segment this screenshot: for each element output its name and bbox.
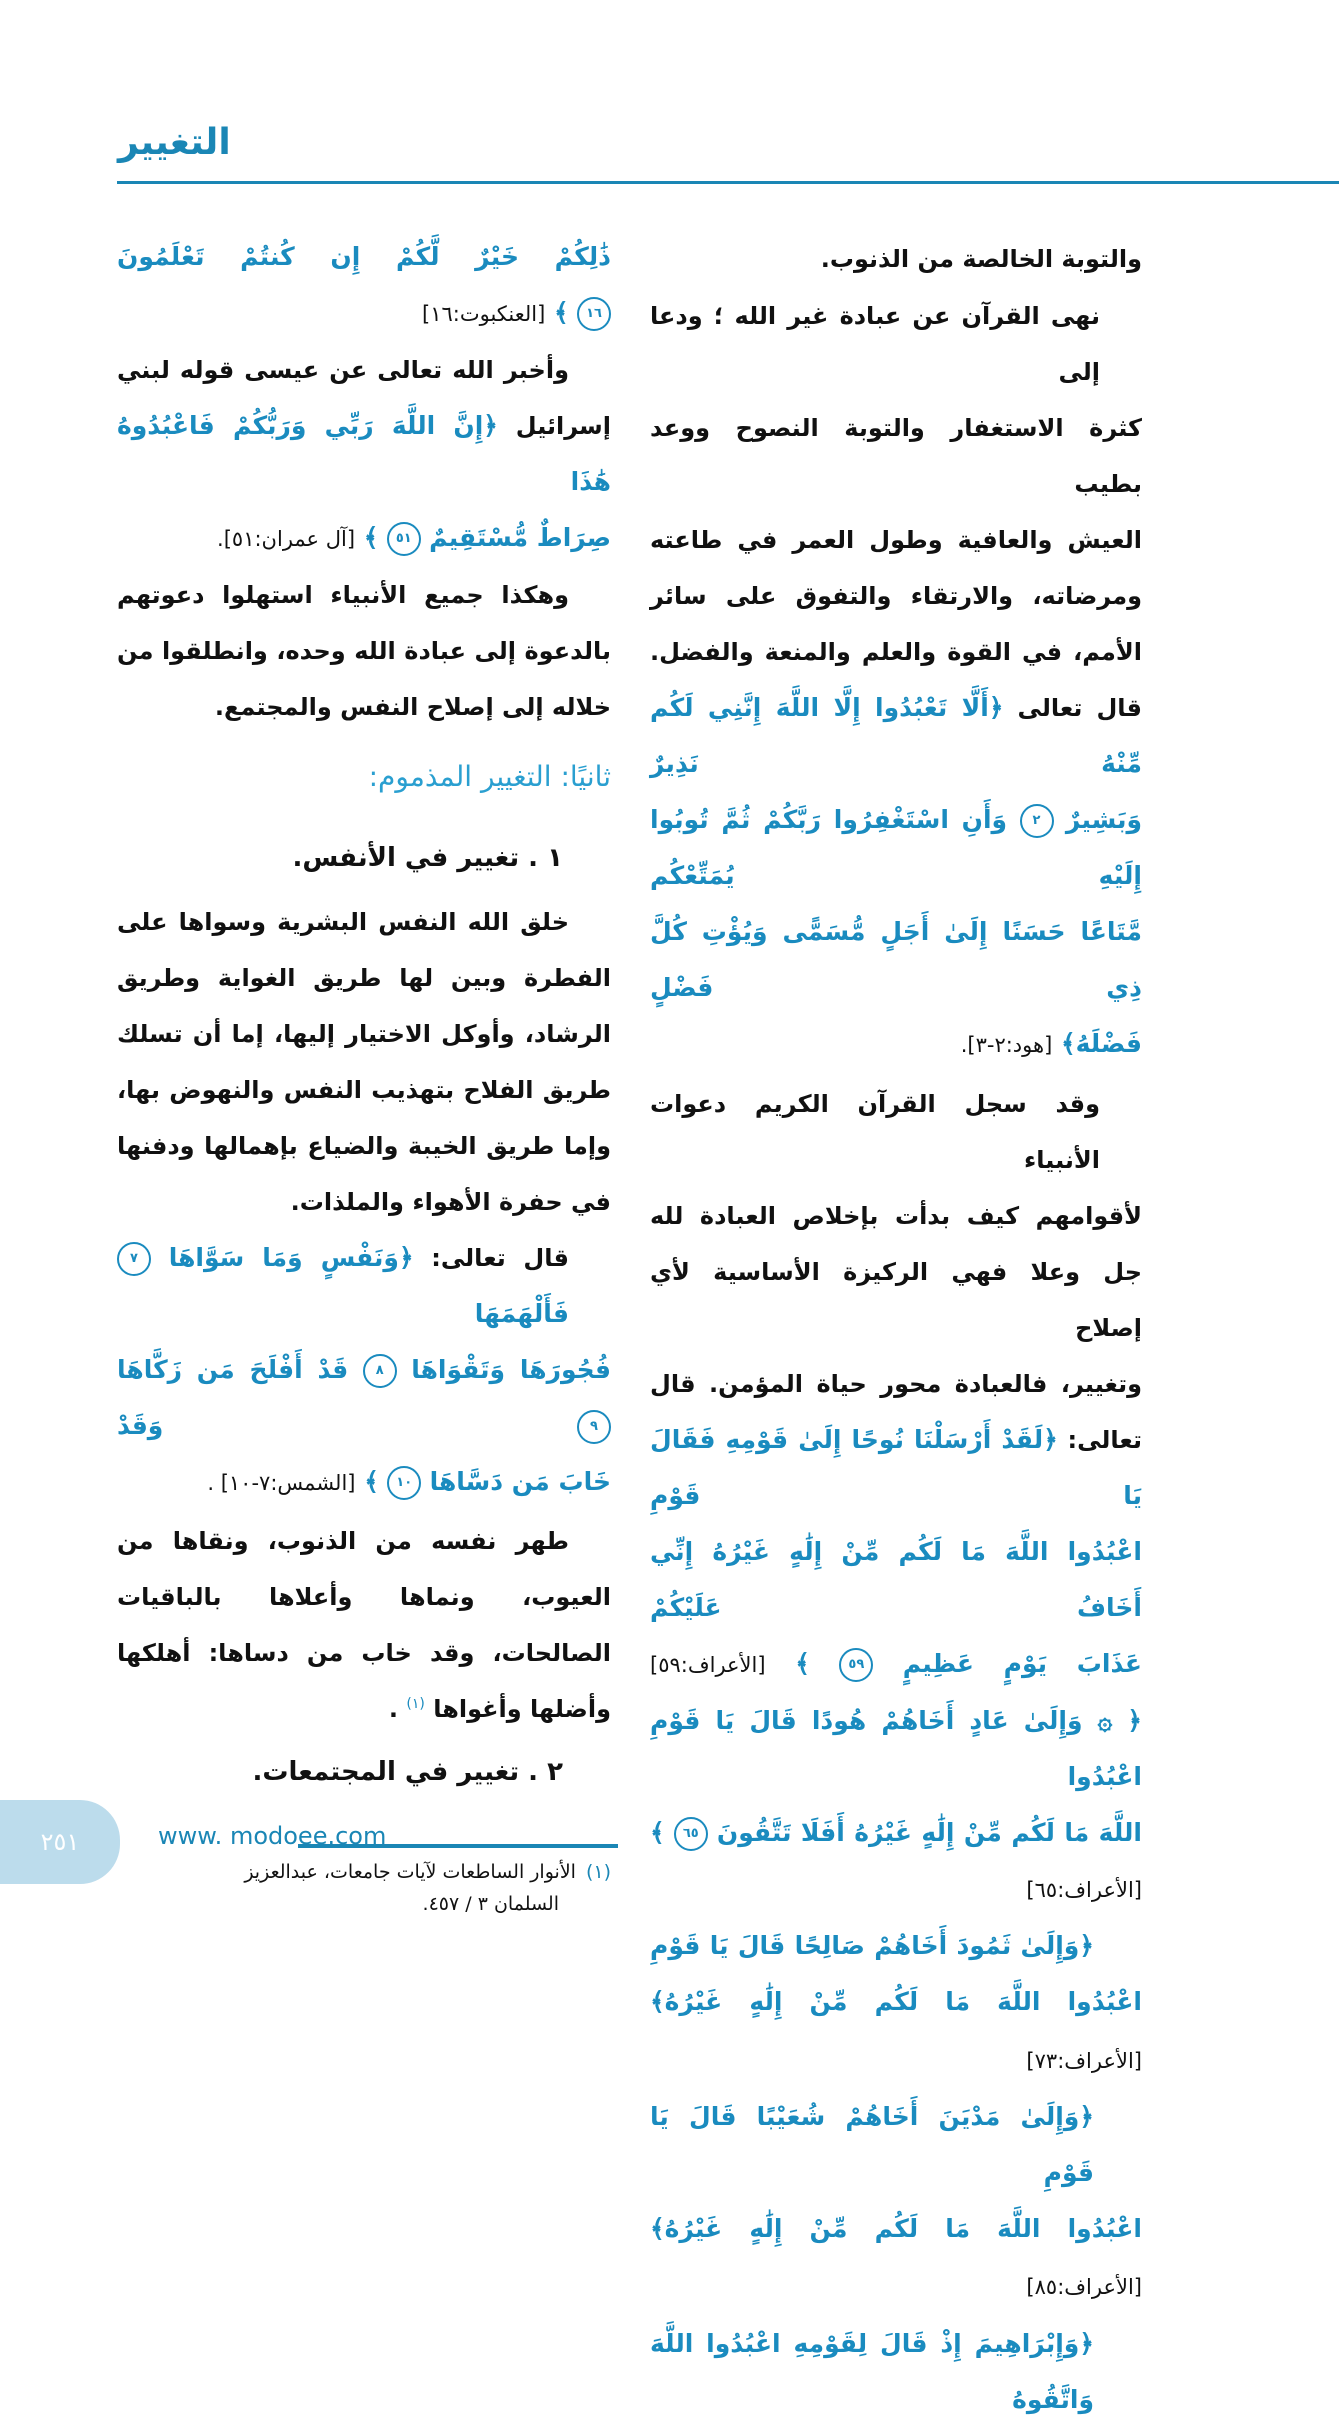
footnote-line-2: السلمان ٣ / ٤٥٧. xyxy=(422,1893,559,1915)
right-column-line xyxy=(650,400,1142,512)
left-column-line xyxy=(117,1006,611,1062)
quran-verse-text: اعْبُدُوا اللَّهَ مَا لَكُم مِّنْ إِلَٰهٍ غَيْرُهُ إِنِّي أَخَافُ عَلَيْكُمْ xyxy=(650,1537,1142,1622)
quran-verse-text: ﴾ xyxy=(355,523,379,552)
quran-verse-text: وَقَدْ xyxy=(117,1411,164,1440)
verse-reference: [آل عمران:٥١]. xyxy=(217,527,356,551)
body-text: وهكذا جميع الأنبياء استهلوا دعوتهم xyxy=(117,581,569,609)
quran-verse-text: ﴿وَإِلَىٰ ثَمُودَ أَخَاهُمْ صَالِحًا قَالَ يَا قَوْمِ xyxy=(650,1931,1094,1960)
ayah-number-marker: ٦٥ xyxy=(674,1817,708,1851)
quran-verse-text: وَبَشِيرٌ xyxy=(1065,805,1143,834)
right-column-line xyxy=(650,1805,1142,1861)
header-divider xyxy=(117,181,1339,184)
left-column-line xyxy=(117,679,611,735)
right-column xyxy=(650,231,1142,2428)
right-column-line xyxy=(650,1693,1142,1805)
left-column-line xyxy=(117,1230,611,1342)
body-text: بالدعوة إلى عبادة الله وحده، وانطلقوا من xyxy=(117,637,611,665)
body-text: الفطرة وبين لها طريق الغواية وطريق xyxy=(117,964,611,992)
quran-verse-text: ﴿لَقَدْ أَرْسَلْنَا نُوحًا إِلَىٰ قَوْمِهِ فَقَالَ يَا قَوْمِ xyxy=(650,1425,1142,1510)
right-column-line xyxy=(650,1918,1142,1974)
ayah-number-marker: ٢ xyxy=(1020,804,1054,838)
verse-reference: [الشمس:٧-١٠] . xyxy=(207,1471,356,1495)
left-column-line xyxy=(117,1118,611,1174)
quran-verse-text: اللَّهَ مَا لَكُم مِّنْ إِلَٰهٍ غَيْرُهُ أَفَلَا تَتَّقُونَ xyxy=(716,1818,1142,1847)
body-text: إسرائيل xyxy=(497,412,611,440)
body-text: . xyxy=(388,1695,398,1723)
verse-reference: [الأعراف:٧٣] xyxy=(1026,2049,1142,2073)
right-column-line xyxy=(650,2316,1142,2428)
left-column-line xyxy=(117,229,611,285)
quran-verse-text: عَذَابَ يَوْمٍ عَظِيمٍ xyxy=(902,1649,1142,1678)
body-text: وأضلها وأغواها xyxy=(433,1695,611,1723)
quran-verse-text: ﴿إِنَّ اللَّهَ رَبِّي وَرَبُّكُمْ فَاعْبُدُوهُ هَٰذَا xyxy=(117,411,611,496)
quran-verse-text: فَأَلْهَمَهَا xyxy=(474,1299,569,1328)
subsection-heading: ٢ . تغيير في المجتمعات. xyxy=(252,1757,563,1787)
left-column-line xyxy=(117,510,611,567)
body-text: العيش والعافية وطول العمر في طاعته xyxy=(650,526,1142,554)
quran-verse-text: ذَٰلِكُمْ خَيْرٌ لَّكُمْ إِن كُنتُمْ تَعْلَمُونَ xyxy=(117,242,611,271)
right-column-line xyxy=(650,1524,1142,1636)
left-column-line xyxy=(117,1625,611,1681)
right-column-line xyxy=(650,1356,1142,1412)
left-column-line xyxy=(117,1342,611,1454)
left-column-line xyxy=(117,749,611,806)
body-text: قال تعالى: xyxy=(413,1244,569,1272)
ayah-number-marker: ٨ xyxy=(363,1354,397,1388)
left-column-line xyxy=(117,398,611,510)
left-column-line xyxy=(117,342,611,398)
right-column-line xyxy=(650,2258,1142,2315)
body-text: الأمم، في القوة والعلم والمنعة والفضل. xyxy=(650,638,1142,666)
verse-reference: [الأعراف:٦٥] xyxy=(1026,1878,1142,1902)
ayah-number-marker: ٧ xyxy=(117,1242,151,1276)
body-text: الرشاد، وأوكل الاختيار إليها، إما أن تسلك xyxy=(117,1020,611,1048)
quran-verse-text: ﴿أَلَّا تَعْبُدُوا إِلَّا اللَّهَ إِنَّنِي لَكُم مِّنْهُ نَذِيرٌ xyxy=(650,693,1142,778)
quran-verse-text: خَابَ مَن دَسَّاهَا xyxy=(429,1467,611,1496)
body-text: لأقوامهم كيف بدأت بإخلاص العبادة لله xyxy=(650,1202,1142,1230)
quran-verse-text: ﴿وَنَفْسٍ وَمَا سَوَّاهَا xyxy=(168,1243,414,1272)
body-text: الصالحات، وقد خاب من دساها: أهلكها xyxy=(117,1639,611,1667)
left-column-line xyxy=(117,1569,611,1625)
body-text: طهر نفسه من الذنوب، ونقاها من xyxy=(117,1527,569,1555)
right-column-line xyxy=(650,624,1142,680)
quran-verse-text: صِرَاطٌ مُّسْتَقِيمٌ xyxy=(429,523,611,552)
body-text: خلق الله النفس البشرية وسواها على xyxy=(117,908,569,936)
right-column-line xyxy=(650,2032,1142,2089)
body-text: قال تعالى xyxy=(1003,694,1143,722)
quran-verse-text: مَّتَاعًا حَسَنًا إِلَىٰ أَجَلٍ مُّسَمًّى وَيُؤْتِ كُلَّ ذِي فَضْلٍ xyxy=(650,917,1142,1002)
right-column-line xyxy=(650,1974,1142,2030)
left-column-line xyxy=(117,950,611,1006)
ayah-number-marker: ٥١ xyxy=(387,522,421,556)
footnote-line-1 xyxy=(117,1856,611,1888)
right-column-line xyxy=(650,1076,1142,1188)
body-text: نهى القرآن عن عبادة غير الله ؛ ودعا إلى xyxy=(650,302,1100,386)
right-column-line xyxy=(650,1244,1142,1356)
verse-reference: [هود:٢-٣]. xyxy=(960,1033,1053,1057)
footnote-text: الأنوار الساطعات لآيات جامعات، عبدالعزيز xyxy=(244,1861,576,1883)
right-column-line xyxy=(650,1412,1142,1524)
quran-verse-text: قَدْ أَفْلَحَ مَن زَكَّاهَا xyxy=(117,1355,349,1384)
quran-verse-text: فَضْلَهُ﴾ xyxy=(1052,1029,1142,1058)
body-text: وتغيير، فالعبادة محور حياة المؤمن. قال xyxy=(650,1370,1142,1398)
quran-verse-text: ﴾ xyxy=(545,298,569,327)
ayah-number-marker: ٩ xyxy=(577,1410,611,1444)
footnote xyxy=(117,1856,611,1920)
right-column-line xyxy=(650,2089,1142,2201)
left-column-line xyxy=(117,1681,611,1737)
quran-verse-text: فُجُورَهَا وَتَقْوَاهَا xyxy=(411,1355,612,1384)
body-text: العيوب، ونماها وأعلاها بالباقيات xyxy=(117,1583,611,1611)
subsection-heading: ١ . تغيير في الأنفس. xyxy=(292,843,563,873)
body-text: في حفرة الأهواء والملذات. xyxy=(290,1188,611,1216)
right-column-line xyxy=(650,792,1142,904)
body-text: والتوبة الخالصة من الذنوب. xyxy=(820,245,1142,273)
body-text: وقد سجل القرآن الكريم دعوات الأنبياء xyxy=(650,1090,1100,1174)
section-heading: ثانيًا: التغيير المذموم: xyxy=(368,760,611,793)
right-column-line xyxy=(650,2201,1142,2257)
right-column-line xyxy=(650,568,1142,624)
quran-verse-text: ﴾ xyxy=(650,1818,665,1847)
verse-reference: [الأعراف:٥٩] xyxy=(650,1653,766,1677)
running-header-title: التغيير xyxy=(118,122,231,163)
right-column-line xyxy=(650,1636,1142,1693)
body-text: جل وعلا فهي الركيزة الأساسية لأي إصلاح xyxy=(650,1258,1142,1342)
right-column-line xyxy=(650,231,1142,287)
quran-verse-text: اعْبُدُوا اللَّهَ مَا لَكُم مِّنْ إِلَٰهٍ غَيْرُهُ﴾ xyxy=(650,1987,1142,2016)
quran-verse-text: ﴿ ۞ وَإِلَىٰ عَادٍ أَخَاهُمْ هُودًا قَالَ يَا قَوْمِ اعْبُدُوا xyxy=(650,1706,1142,1791)
right-column-line xyxy=(650,1188,1142,1244)
body-text: وأخبر الله تعالى عن عيسى قوله لبني xyxy=(117,356,569,384)
right-column-line xyxy=(650,904,1142,1016)
quran-verse-text: وَأَنِ اسْتَغْفِرُوا رَبَّكُمْ ثُمَّ تُوبُوا إِلَيْهِ يُمَتِّعْكُم xyxy=(650,805,1142,890)
left-column-line xyxy=(117,285,611,342)
quran-verse-text: ﴾ xyxy=(765,1649,810,1678)
left-column-line xyxy=(117,1062,611,1118)
right-column-line xyxy=(650,1016,1142,1073)
footnote-block xyxy=(117,1844,611,1920)
footnote-number: (١) xyxy=(585,1861,611,1883)
left-column-line xyxy=(117,1513,611,1569)
right-column-line xyxy=(650,512,1142,568)
left-column-line xyxy=(117,894,611,950)
quran-verse-text: ﴿وَإِبْرَاهِيمَ إِذْ قَالَ لِقَوْمِهِ اعْبُدُوا اللَّهَ وَاتَّقُوهُ xyxy=(650,2329,1094,2414)
quran-verse-text: ﴿وَإِلَىٰ مَدْيَنَ أَخَاهُمْ شُعَيْبًا قَالَ يَا قَوْمِ xyxy=(650,2102,1094,2187)
verse-reference: [العنكبوت:١٦] xyxy=(421,302,546,326)
quran-verse-text: ﴾ xyxy=(355,1467,379,1496)
body-text: طريق الفلاح بتهذيب النفس والنهوض بها، xyxy=(117,1076,611,1104)
quran-verse-text: اعْبُدُوا اللَّهَ مَا لَكُم مِّنْ إِلَٰهٍ غَيْرُهُ﴾ xyxy=(650,2214,1142,2243)
left-column-line xyxy=(117,623,611,679)
body-text: كثرة الاستغفار والتوبة النصوح ووعد بطيب xyxy=(650,414,1142,498)
body-text: ومرضاته، والارتقاء والتفوق على سائر xyxy=(650,582,1142,610)
left-column-line xyxy=(117,1454,611,1511)
website-link[interactable]: www. modoee.com xyxy=(158,1822,387,1850)
verse-reference: [الأعراف:٨٥] xyxy=(1026,2275,1142,2299)
body-text: تعالى: xyxy=(1057,1426,1142,1454)
body-text: وإما طريق الخيبة والضياع بإهمالها ودفنها xyxy=(117,1132,611,1160)
right-column-line xyxy=(650,680,1142,792)
body-text: خلاله إلى إصلاح النفس والمجتمع. xyxy=(214,693,611,721)
left-column-line xyxy=(117,830,611,886)
right-column-line xyxy=(650,288,1142,400)
ayah-number-marker: ٥٩ xyxy=(839,1648,873,1682)
footnote-ref[interactable]: (١) xyxy=(406,1696,425,1712)
left-column-lines xyxy=(117,229,611,1800)
left-column xyxy=(117,229,611,1920)
ayah-number-marker: ١٠ xyxy=(387,1466,421,1500)
page-number: ٢٥١ xyxy=(0,1800,120,1884)
left-column-line xyxy=(117,567,611,623)
left-column-line xyxy=(117,1174,611,1230)
ayah-number-marker: ١٦ xyxy=(577,297,611,331)
left-column-line xyxy=(117,1744,611,1800)
